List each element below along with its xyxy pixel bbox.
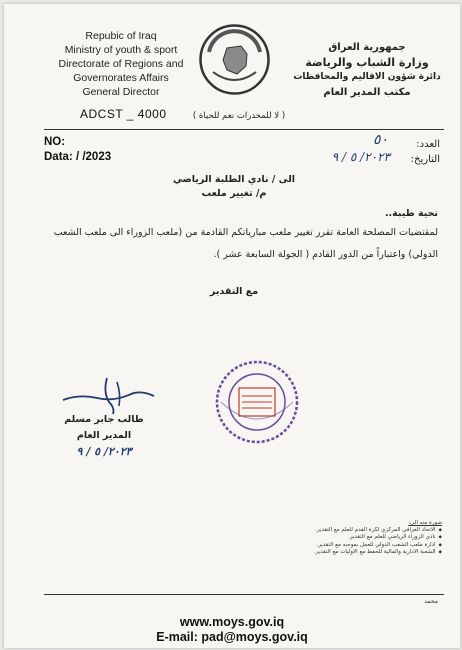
signatory-title: المدير العام xyxy=(76,430,132,441)
date-label: Data: / /2023 xyxy=(44,151,112,163)
ar-line: جمهورية العراق xyxy=(328,42,406,53)
en-line: Ministry of youth & sport xyxy=(64,44,178,56)
email: E-mail: pad@moys.gov.iq xyxy=(156,630,308,644)
typist-initials: محمد xyxy=(424,598,438,605)
official-stamp xyxy=(211,356,303,448)
body-line: الدولي) واعتباراً من الدور القادم ( الجولة السابعة عشر ). xyxy=(213,249,438,260)
letter-page xyxy=(4,4,460,648)
closing: مع التقدير xyxy=(209,286,259,297)
body-line: لمقتضيات المصلحة العامة تقرر تغيير ملعب مبارياتكم القادمة من (ملعب الزوراء الى ملعب الشعب xyxy=(53,227,438,238)
handwritten-date: ٢٠٢٣/ ٥ / ٩ xyxy=(331,150,390,164)
cc-item: ◆ الشعبة الادارية والمالية للحفظ مع الاوليات مع التقدير. xyxy=(222,549,442,556)
arabic-letterhead xyxy=(292,40,442,100)
no-label: NO: xyxy=(44,136,66,148)
en-line: Directorate of Regions and xyxy=(58,58,184,70)
letter-body xyxy=(33,222,438,266)
footer-divider xyxy=(44,594,444,595)
cc-item: ◆ الاتحاد العراقي المركزي لكرة القدم للعلم مع التقدير. xyxy=(222,527,442,534)
ar-line: وزارة الشباب والرياضة xyxy=(305,56,429,69)
ar-no-label: العدد: xyxy=(416,139,440,150)
greeting: تحية طيبة.. xyxy=(384,208,438,219)
signature-date: ٢٠٢٣/ ٥ / ٩ xyxy=(76,445,132,458)
signatory-name: طالب جابر مسلم xyxy=(64,414,144,425)
cc-item: ◆ ادارة ملعب الشعب الدولي للعمل بموجبه مع التقدير. xyxy=(222,542,442,549)
english-letterhead xyxy=(46,29,196,99)
cc-heading: صورة منه الى: xyxy=(408,520,442,526)
handwritten-signature xyxy=(59,372,159,417)
en-line: Repubic of Iraq xyxy=(85,30,157,42)
handwritten-number: ٥٠ xyxy=(372,132,388,148)
website: www.moys.gov.iq xyxy=(179,615,285,629)
cc-list xyxy=(222,520,442,556)
en-line: Governorates Affairs xyxy=(73,72,169,84)
document-code: ADCST _ 4000 xyxy=(80,107,167,121)
en-line: General Director xyxy=(82,86,160,98)
ministry-emblem-logo xyxy=(197,22,272,97)
subject: م/ تغيير ملعب xyxy=(201,188,267,199)
recipient: الى / نادي الطلبة الرياضي xyxy=(172,174,296,185)
header-divider xyxy=(44,129,444,130)
ar-line: دائرة شؤون الاقاليم والمحافظات xyxy=(293,72,441,82)
slogan: ( لا للمخدرات نعم للحياة ) xyxy=(192,111,286,121)
ar-date-label: التاريخ: xyxy=(410,154,440,165)
cc-item: ◆ نادي الزوراء الرياضي للعلم مع التقدير. xyxy=(222,534,442,541)
ar-line: مكتب المدير العام xyxy=(323,87,411,98)
